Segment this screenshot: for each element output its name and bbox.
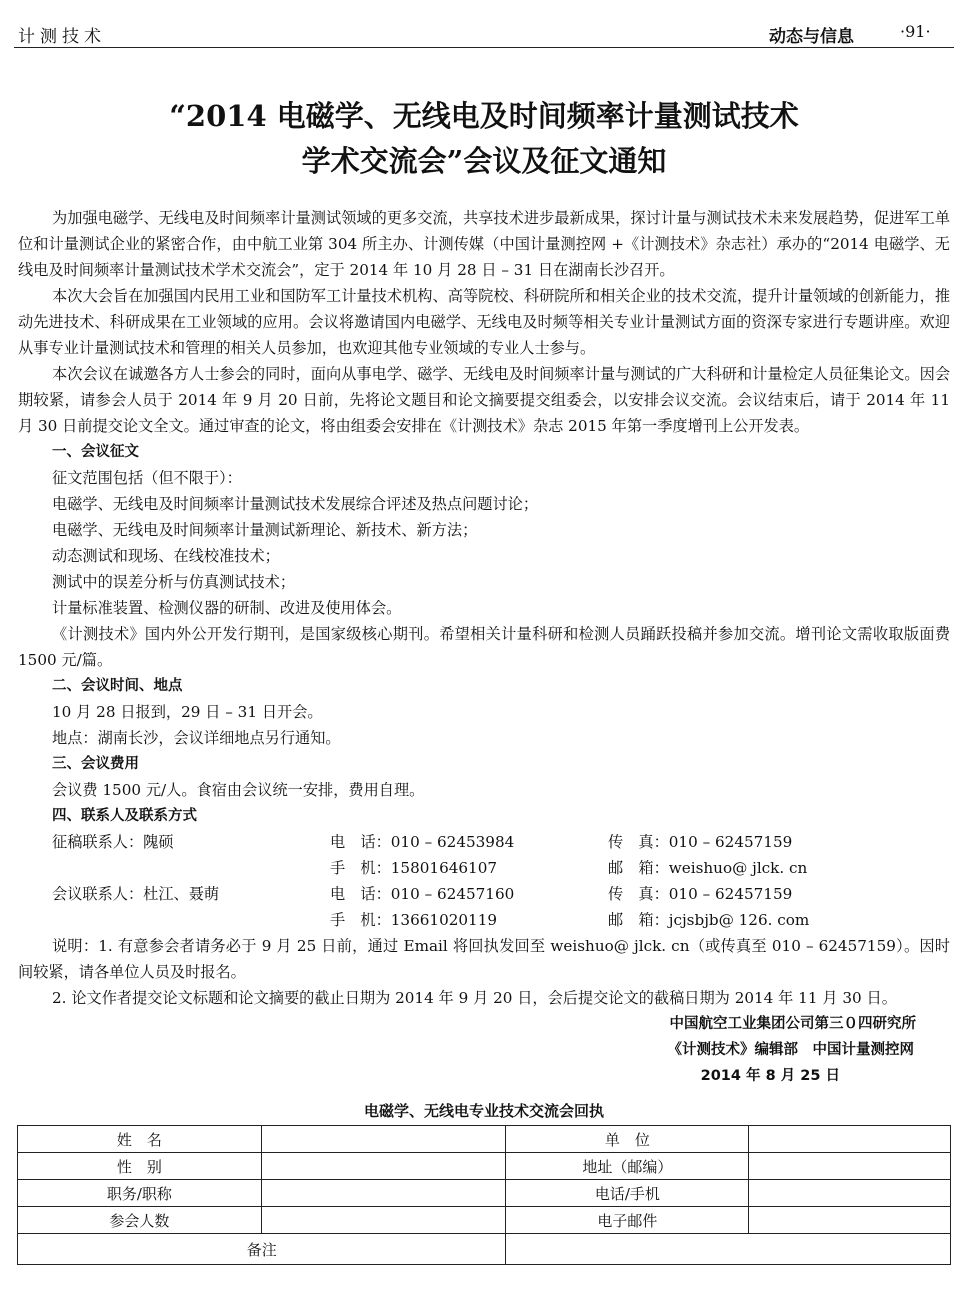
field-label: 参会人数 [18,1207,262,1234]
remarks-input[interactable] [506,1234,951,1265]
field-label: 电子邮件 [506,1207,749,1234]
schedule-line: 10 月 28 日报到，29 日 – 31 日开会。 [52,703,323,721]
section-heading-contacts: 四、联系人及联系方式 [52,808,197,824]
contact-person [18,855,330,881]
location-line: 地点：湖南长沙，会议详细地点另行通知。 [52,729,341,747]
field-input[interactable] [749,1180,951,1207]
field-input[interactable] [261,1126,506,1153]
field-label: 电话/手机 [506,1180,749,1207]
note-2: 2. 论文作者提交论文标题和论文摘要的截止日期为 2014 年 9 月 20 日，会后提交论文的截稿日期为 2014 年 11 月 30 日。 [52,989,897,1007]
list-item: 计量标准装置、检测仪器的研制、改进及使用体会。 [52,599,402,617]
list-item: 动态测试和现场、在线校准技术； [52,547,280,565]
field-label: 职务/职称 [18,1180,262,1207]
fee-line: 会议费 1500 元/人。食宿由会议统一安排，费用自理。 [52,781,425,799]
field-input[interactable] [261,1207,506,1234]
signature-date: 2014 年 8 月 25 日 [700,1068,840,1084]
table-row [18,1180,951,1207]
intro-paragraph-1: 为加强电磁学、无线电及时间频率计量测试领域的更多交流，共享技术进步最新成果，探讨计量与测试技术未来发展趋势，促进军工单位和计量测试企业的紧密合作，由中航工业第 304 所主办、计测传媒（中国计量测控网 +《计测技术》杂志社）承办的“2014 电磁学、无线电及时间频率计量测试技术学术交流会”，定于 2014 年 10 月 28 日 – 31 日在湖南长沙召开。 [18,209,950,279]
field-label: 单 位 [506,1126,749,1153]
journal-note: 《计测技术》国内外公开发行期刊，是国家级核心期刊。希望相关计量科研和检测人员踊跃投稿并参加交流。增刊论文需收取版面费 1500 元/篇。 [18,625,950,669]
contact-phone: 电 话：010 – 62457160 [330,885,515,903]
contact-email: 邮 箱：jcjsbjb@ 126. com [608,911,810,929]
header-rule [14,47,954,48]
contact-email: 邮 箱：weishuo@ jlck. cn [608,859,808,877]
list-item: 电磁学、无线电及时间频率计量测试技术发展综合评述及热点问题讨论； [52,495,538,513]
field-input[interactable] [749,1207,951,1234]
table-row [18,1234,951,1265]
field-label: 地址（邮编） [506,1153,749,1180]
table-row [18,1207,951,1234]
contact-fax: 传 真：010 – 62457159 [608,833,793,851]
contact-person: 会议联系人：杜江、聂萌 [52,885,220,903]
list-item: 测试中的误差分析与仿真测试技术； [52,573,295,591]
intro-paragraph-2: 本次大会旨在加强国内民用工业和国防军工计量技术机构、高等院校、科研院所和相关企业的技术交流，提升计量领域的创新能力，推动先进技术、科研成果在工业领域的应用。会议将邀请国内电磁学、无线电及时频等相关专业计量测试方面的资深专家进行专题讲座。欢迎从事专业计量测试技术和管理的相关人员参加，也欢迎其他专业领域的专业人士参与。 [18,287,950,357]
remarks-label: 备注 [18,1234,506,1265]
field-input[interactable] [749,1153,951,1180]
form-title: 电磁学、无线电专业技术交流会回执 [363,1102,604,1120]
contact-mobile: 手 机：15801646107 [330,859,498,877]
section-name: 动态与信息 [769,27,854,47]
contact-mobile: 手 机：13661020119 [330,911,498,929]
contact-row [18,829,950,855]
page-number: ·91· [900,22,931,41]
table-row [18,1153,951,1180]
contact-row [18,907,950,933]
list-item: 征文范围包括（但不限于）： [52,469,242,487]
list-item: 电磁学、无线电及时间频率计量测试新理论、新技术、新方法； [52,521,478,539]
signature-organization: 中国航空工业集团公司第三０四研究所 [669,1016,916,1032]
article-body [18,205,950,1089]
page-header [0,0,968,48]
intro-paragraph-3: 本次会议在诚邀各方人士参会的同时，面向从事电学、磁学、无线电及时间频率计量与测试的广大科研和计量检定人员征集论文。因会期较紧，请参会人员于 2014 年 9 月 20 日前，先将论文题目和论文摘要提交组委会，以安排会议交流。会议结束后，请于 2014 年 11 月 30 日前提交论文全文。通过审查的论文，将由组委会安排在《计测技术》杂志 2015 年第一季度增刊上公开发表。 [18,365,950,435]
section-heading-fees: 三、会议费用 [52,756,139,772]
section-heading-call-for-papers: 一、会议征文 [52,444,139,460]
contact-row [18,881,950,907]
table-row [18,1126,951,1153]
contact-phone: 电 话：010 – 62453984 [330,833,515,851]
signature-editorial: 《计测技术》编辑部 中国计量测控网 [667,1042,914,1058]
field-input[interactable] [261,1180,506,1207]
field-input[interactable] [749,1126,951,1153]
registration-form [17,1125,951,1265]
journal-name: 计测技术 [18,27,106,47]
contact-person [18,907,330,933]
field-label: 姓 名 [18,1126,262,1153]
contact-fax: 传 真：010 – 62457159 [608,885,793,903]
note-1: 说明：1. 有意参会者请务必于 9 月 25 日前，通过 Email 将回执发回至 weishuo@ jlck. cn（或传真至 010 – 62457159）。因时间较紧，请各单位人员及时报名。 [18,937,950,981]
section-heading-time-place: 二、会议时间、地点 [52,678,183,694]
field-input[interactable] [261,1153,506,1180]
title-line-2: 学术交流会”会议及征文通知 [301,144,667,178]
contact-person: 征稿联系人：隗硕 [52,833,174,851]
field-label: 性 别 [18,1153,262,1180]
contact-row [18,855,950,881]
title-line-1: “2014 电磁学、无线电及时间频率计量测试技术 [169,99,799,133]
